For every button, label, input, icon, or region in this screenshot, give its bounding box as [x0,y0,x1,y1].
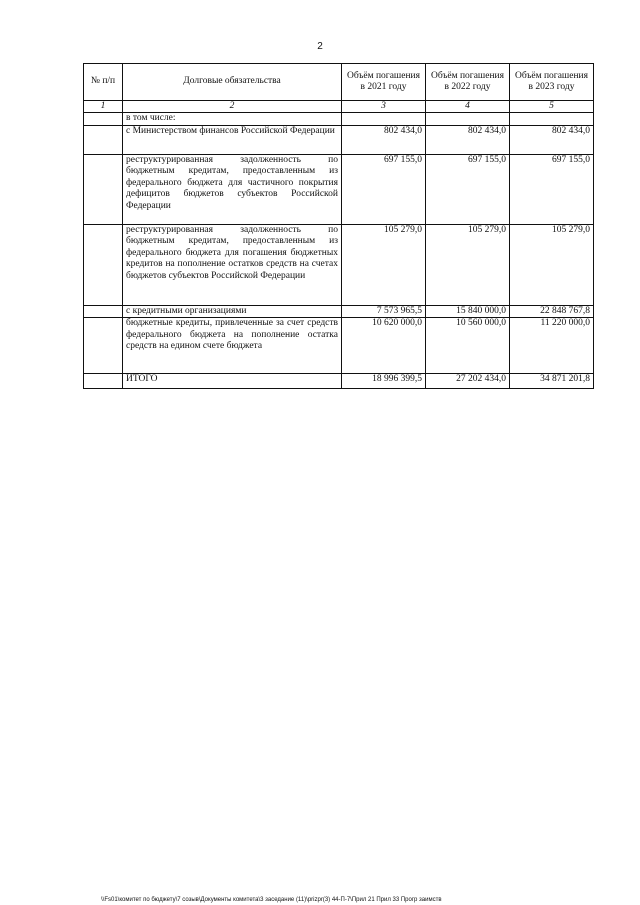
row-description: в том числе: [123,113,342,126]
row-value-2022: 15 840 000,0 [426,305,510,318]
row-value-2023: 105 279,0 [510,224,594,305]
row-num [84,154,123,224]
table-row [84,305,594,318]
row-value-2021: 7 573 965,5 [342,305,426,318]
column-number: 5 [510,101,594,113]
row-value-2022: 697 155,0 [426,154,510,224]
header-2022: Объём погашения в 2022 году [426,64,510,101]
total-label: ИТОГО [123,374,342,389]
row-description: с Министерством финансов Российской Федерации [123,125,342,154]
row-value-2021 [342,113,426,126]
row-description: бюджетные кредиты, привлеченные за счет средств федерального бюджета на пополнение остатка средств на едином счете бюджета [123,318,342,374]
row-value-2021: 802 434,0 [342,125,426,154]
table-row [84,154,594,224]
table-row [84,224,594,305]
row-description: реструктурированная задолженность по бюджетным кредитам, предоставленным из федерального бюджета для погашения бюджетных кредитов на пополнение остатков средств на счетах бюджетов субъектов Российской Федерации [123,224,342,305]
row-num [84,113,123,126]
row-value-2023: 22 848 767,8 [510,305,594,318]
total-row [84,374,594,389]
column-number: 3 [342,101,426,113]
total-value-2023: 34 871 201,8 [510,374,594,389]
total-value-2022: 27 202 434,0 [426,374,510,389]
row-description: с кредитными организациями [123,305,342,318]
table-row [84,125,594,154]
row-num [84,305,123,318]
header-2023: Объём погашения в 2023 году [510,64,594,101]
row-value-2023 [510,113,594,126]
column-number: 2 [123,101,342,113]
header-num: № п/п [84,64,123,101]
column-number: 1 [84,101,123,113]
row-num [84,318,123,374]
row-value-2021: 697 155,0 [342,154,426,224]
total-value-2021: 18 996 399,5 [342,374,426,389]
total-num [84,374,123,389]
table-row [84,113,594,126]
column-numbers-row [84,101,594,113]
row-description: реструктурированная задолженность по бюджетным кредитам, предоставленным из федерального бюджета для частичного покрытия дефицитов бюджетов субъектов Российской Федерации [123,154,342,224]
column-number: 4 [426,101,510,113]
row-num [84,224,123,305]
row-value-2021: 10 620 000,0 [342,318,426,374]
row-value-2022: 105 279,0 [426,224,510,305]
debt-obligations-table [83,63,594,389]
row-num [84,125,123,154]
header-2021: Объём погашения в 2021 году [342,64,426,101]
header-obligations: Долговые обязательства [123,64,342,101]
row-value-2022 [426,113,510,126]
page-number: 2 [317,41,323,52]
row-value-2023: 697 155,0 [510,154,594,224]
row-value-2022: 10 560 000,0 [426,318,510,374]
row-value-2022: 802 434,0 [426,125,510,154]
footer-file-path: \\Fs01\комитет по бюджету\7 созыв\Документы комитета\3 заседание (11)\prizpr(3) 44-П-7\Прил 21 Прил 33 Прогр заимств [101,897,442,903]
row-value-2021: 105 279,0 [342,224,426,305]
table-row [84,318,594,374]
row-value-2023: 802 434,0 [510,125,594,154]
row-value-2023: 11 220 000,0 [510,318,594,374]
